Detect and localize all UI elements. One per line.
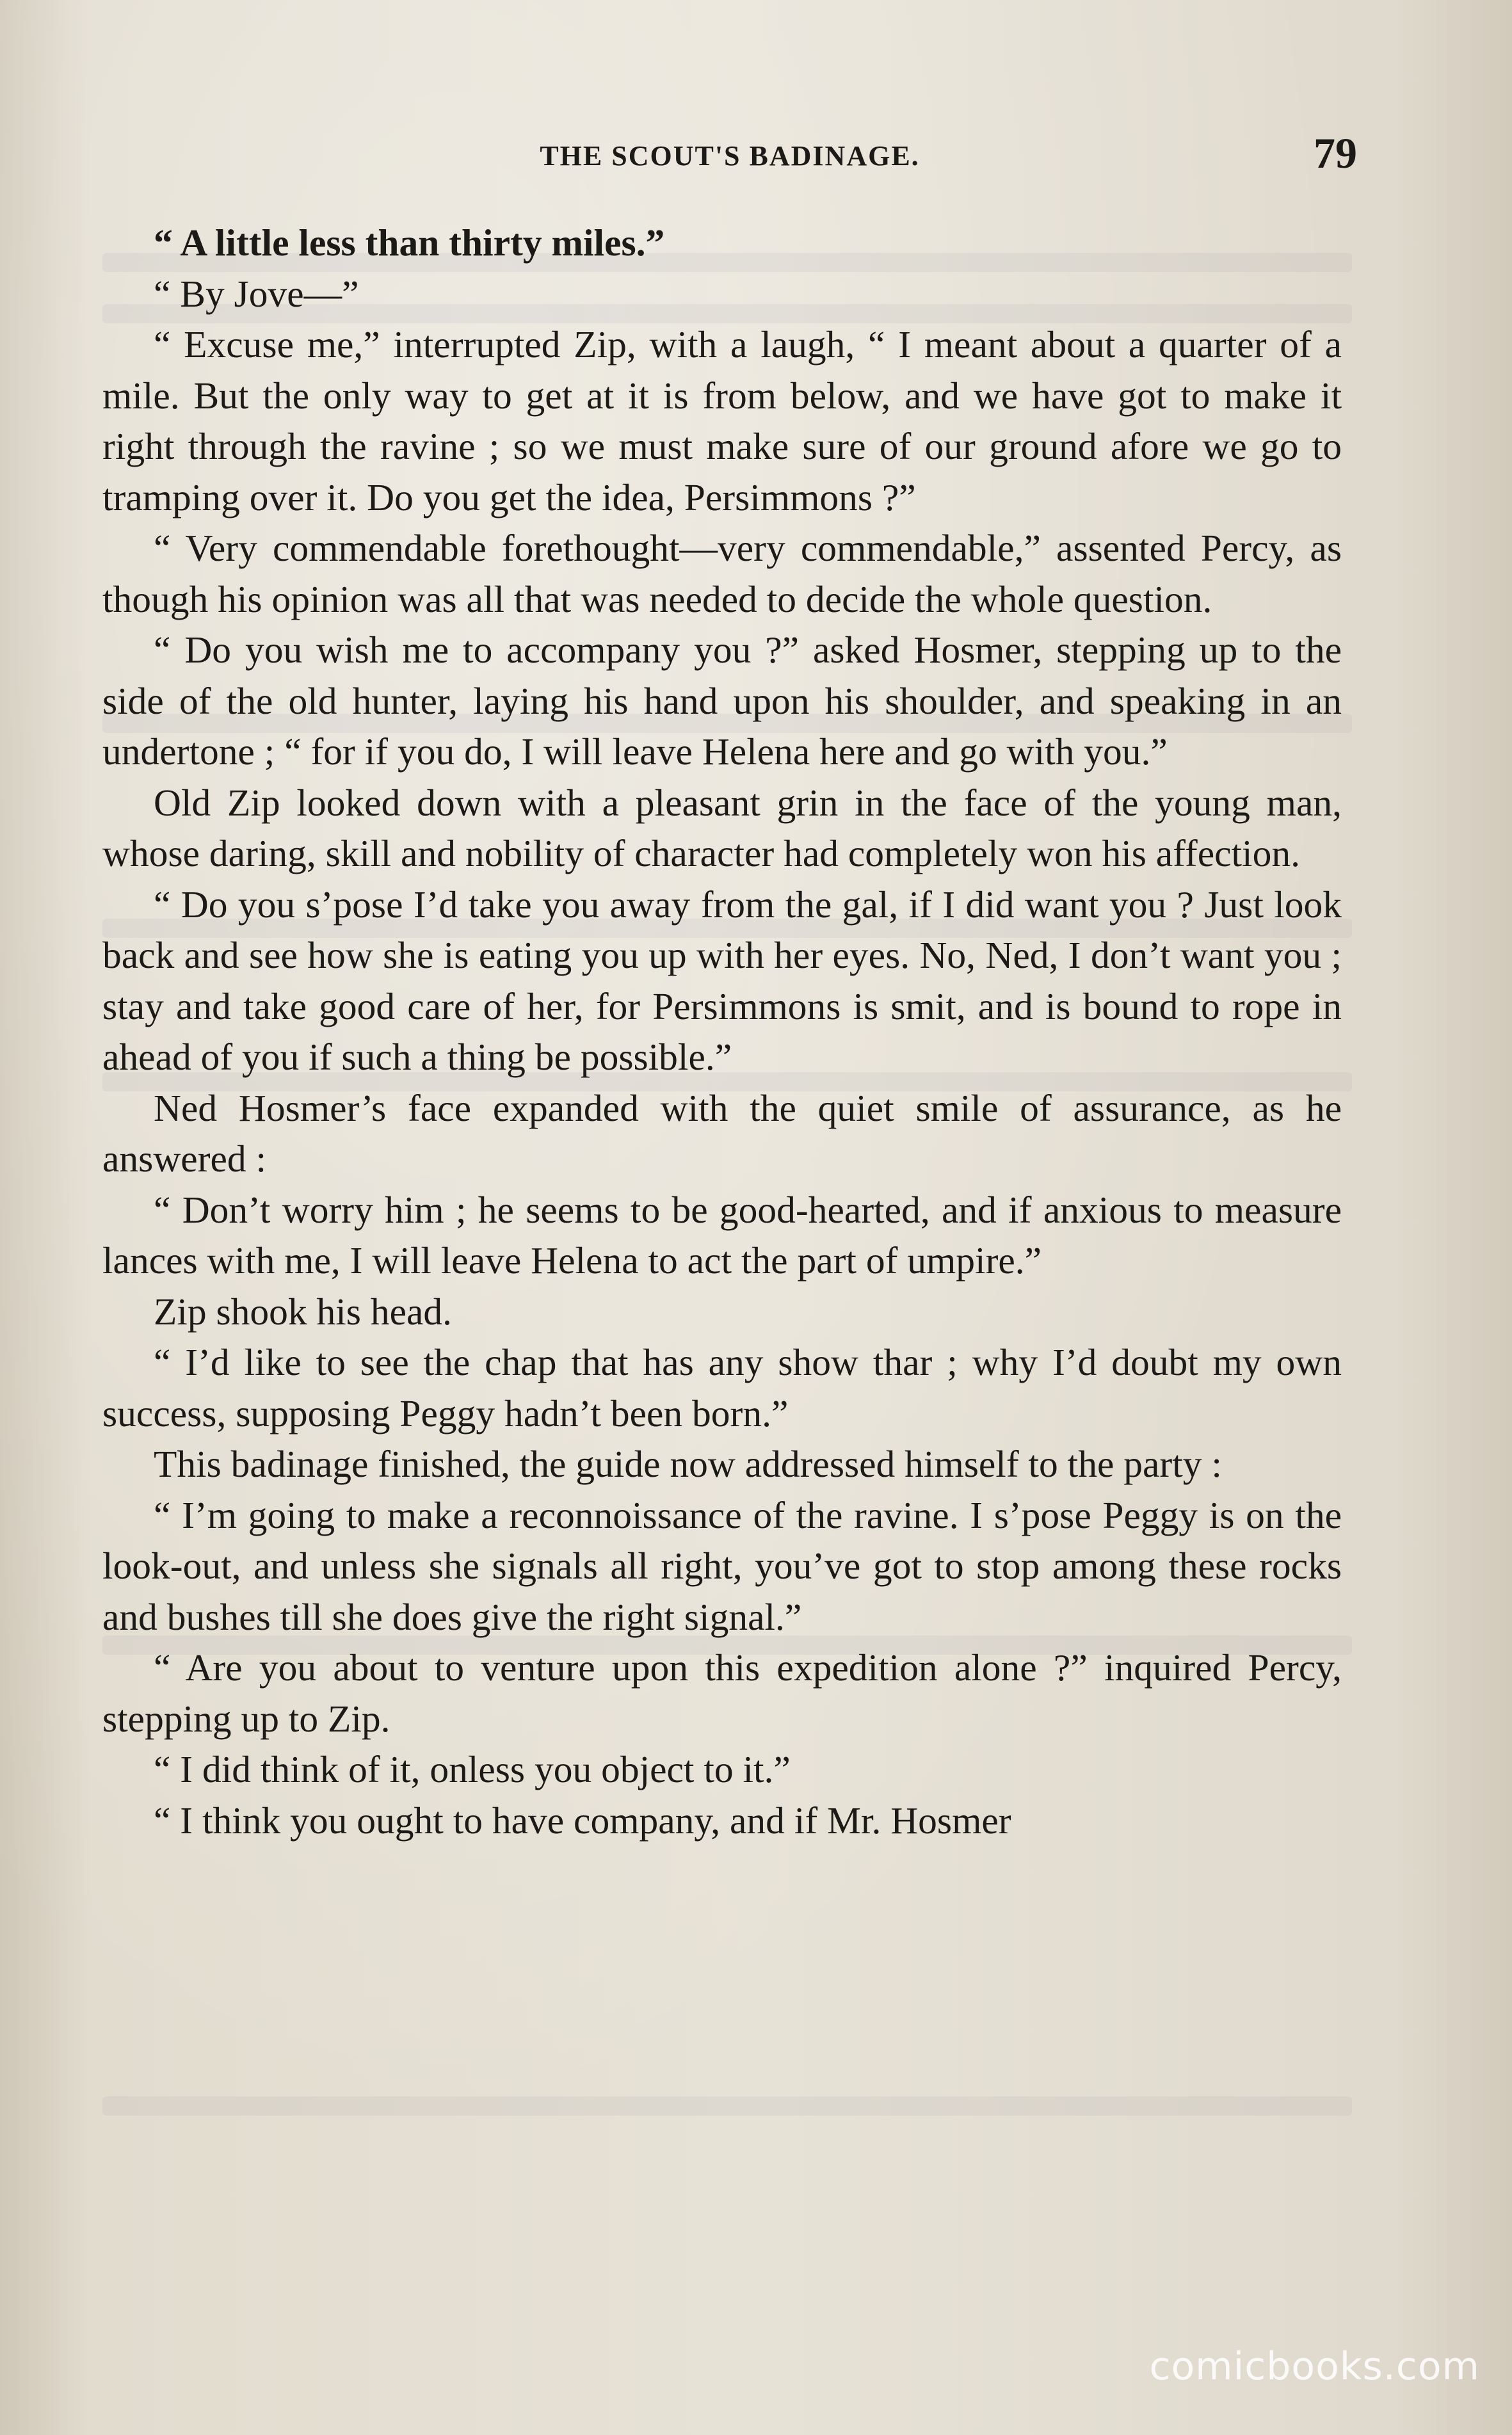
watermark: comicbooks.com — [1149, 2344, 1480, 2389]
paragraph: “ Don’t worry him ; he seems to be good-hearted, and if anxious to measure lances with me, I will leave Helena to act the part of umpire.” — [102, 1188, 1342, 1282]
paragraph: “ I’d like to see the chap that has any show thar ; why I’d doubt my own success, supposing Peggy hadn’t been born.” — [102, 1341, 1342, 1434]
body-text — [102, 218, 1342, 1846]
paragraph: “ Do you s’pose I’d take you away from the gal, if I did want you ? Just look back and see how she is eating you up with her eyes. No, Ned, I don’t want you ; stay and take good care of her, for Persimmons is smit, and is bound to rope in ahead of you if such a thing be possible.” — [102, 883, 1342, 1078]
paragraph: “ Very commendable forethought—very commendable,” assented Percy, as though his opinion was all that was needed to decide the whole question. — [102, 527, 1342, 620]
paragraph: This badinage finished, the guide now addressed himself to the party : — [154, 1443, 1222, 1485]
page-number: 79 — [1314, 129, 1357, 177]
paragraph: “ A little less than thirty miles.” — [154, 221, 665, 264]
paragraph: Ned Hosmer’s face expanded with the quiet smile of assurance, as he answered : — [102, 1086, 1342, 1180]
paragraph: “ I think you ought to have company, and if Mr. Hosmer — [154, 1799, 1011, 1842]
paragraph: “ By Jove—” — [154, 272, 359, 315]
paragraph: “ Are you about to venture upon this expedition alone ?” inquired Percy, stepping up to Zip. — [102, 1646, 1342, 1740]
paragraph: Zip shook his head. — [154, 1290, 453, 1333]
paragraph: “ Excuse me,” interrupted Zip, with a laugh, “ I meant about a quarter of a mile. But the only way to get at it is from below, and we have got to make it right through the ravine ; so we must make sure of our ground afore we go to tramping over it. Do you get the idea, Persimmons ?” — [102, 323, 1342, 518]
page-header — [102, 122, 1357, 179]
paragraph: “ I’m going to make a reconnoissance of the ravine. I s’pose Peggy is on the look-out, and unless she signals all right, you’ve got to stop among these rocks and bushes till she does give the right signal.” — [102, 1493, 1342, 1638]
running-title: THE SCOUT'S BADINAGE. — [540, 140, 920, 172]
paragraph: “ I did think of it, onless you object to it.” — [154, 1748, 791, 1790]
paragraph: “ Do you wish me to accompany you ?” asked Hosmer, stepping up to the side of the old hunter, laying his hand upon his shoulder, and speaking in an undertone ; “ for if you do, I will leave Helena here and go with you.” — [102, 629, 1342, 773]
paragraph: Old Zip looked down with a pleasant grin in the face of the young man, whose daring, skill and nobility of character had completely won his affection. — [102, 781, 1342, 874]
